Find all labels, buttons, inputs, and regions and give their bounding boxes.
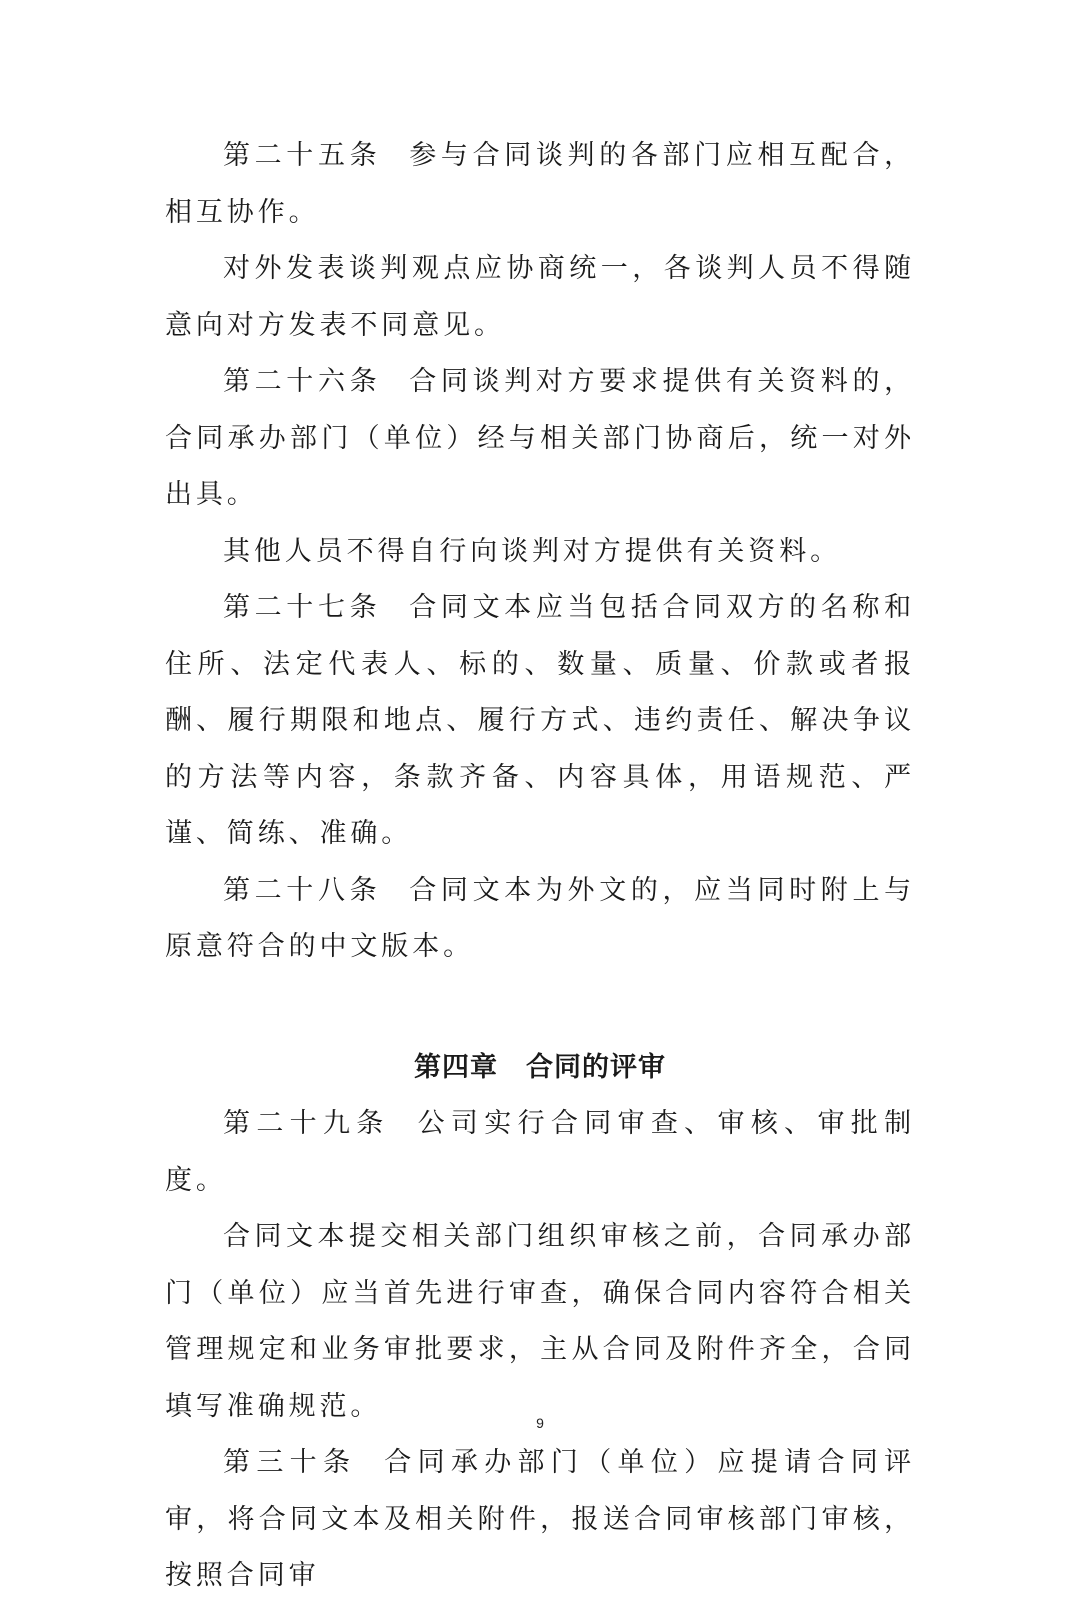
paragraph-article-26 <box>165 354 915 524</box>
article-text: 公司实行合同审查、审核、审批制度。 <box>165 1108 916 1196</box>
article-number: 第二十九条 <box>223 1108 390 1139</box>
article-number: 第三十条 <box>223 1447 357 1478</box>
paragraph-article-30 <box>165 1435 915 1605</box>
article-number: 第二十七条 <box>223 592 382 623</box>
chapter-heading <box>165 1040 915 1097</box>
article-number: 第二十八条 <box>223 874 382 906</box>
paragraph-text: 合同文本提交相关部门组织审核之前，合同承办部门（单位）应当首先进行审查，确保合同内容符合相关管理规定和业务审批要求，主从合同及附件齐全，合同填写准确规范。 <box>165 1221 915 1422</box>
page-number: 9 <box>536 1415 544 1431</box>
paragraph-article-25 <box>165 128 915 241</box>
chapter-title: 合同的评审 <box>526 1051 666 1083</box>
article-text: 合同谈判对方要求提供有关资料的，合同承办部门（单位）经与相关部门协商后，统一对外出具。 <box>165 366 916 510</box>
article-text: 合同文本为外文的，应当同时附上与原意符合的中文版本。 <box>165 874 916 962</box>
paragraph-text: 其他人员不得自行向谈判对方提供有关资料。 <box>223 535 841 567</box>
chapter-spacer <box>165 976 915 1040</box>
document-body <box>165 128 915 1605</box>
paragraph-article-28 <box>165 863 915 976</box>
paragraph-text: 对外发表谈判观点应协商统一，各谈判人员不得随意向对方发表不同意见。 <box>165 253 915 341</box>
chapter-number: 第四章 <box>414 1051 498 1083</box>
article-number: 第二十六条 <box>223 366 382 397</box>
article-number: 第二十五条 <box>223 140 382 171</box>
paragraph-article-26-sub <box>165 524 915 581</box>
paragraph-article-25-sub <box>165 241 915 354</box>
paragraph-article-29 <box>165 1096 915 1209</box>
article-text: 合同承办部门（单位）应提请合同评审，将合同文本及相关附件，报送合同审核部门审核，按照合同审 <box>165 1447 915 1591</box>
paragraph-article-27 <box>165 580 915 863</box>
paragraph-article-29-sub <box>165 1209 915 1435</box>
article-text: 参与合同谈判的各部门应相互配合，相互协作。 <box>165 140 916 228</box>
article-text: 合同文本应当包括合同双方的名称和住所、法定代表人、标的、数量、质量、价款或者报酬、履行期限和地点、履行方式、违约责任、解决争议的方法等内容，条款齐备、内容具体，用语规范、严谨、简练、准确。 <box>165 592 916 849</box>
